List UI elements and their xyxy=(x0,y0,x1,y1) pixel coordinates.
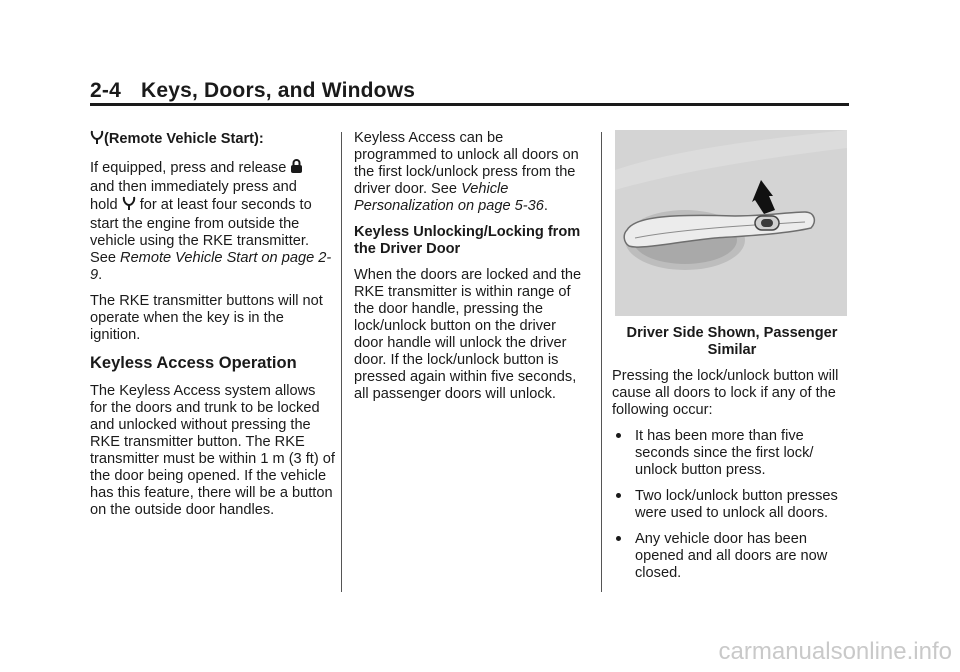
section-heading: Keyless Access Operation xyxy=(90,354,297,372)
page-header xyxy=(90,79,415,103)
programming-paragraph: Keyless Access can be programmed to unlock all doors on the first lock/unlock press from the driver door. See Vehicle Personalization on page 5-36. xyxy=(354,130,579,214)
header-rule xyxy=(90,103,849,106)
keyless-access-paragraph: The Keyless Access system allows for the doors and trunk to be locked and unlocked without pressing the RKE transmitter button. The RKE transmitter must be within 1 m (3 ft) of the door being opened. If the vehicle has this feature, there will be a button on the outside door handles. xyxy=(90,383,335,518)
column-2 xyxy=(354,130,589,412)
remote-start-icon xyxy=(122,196,136,216)
bullet-icon xyxy=(616,433,621,438)
bullet-icon xyxy=(616,493,621,498)
remote-start-reference[interactable]: Remote Vehicle Start on page 2-9 xyxy=(90,250,332,283)
remote-start-icon xyxy=(90,130,104,150)
conditions-list xyxy=(612,428,852,582)
figure-caption: Driver Side Shown, Passenger Similar xyxy=(626,325,838,358)
chapter-title: Keys, Doors, and Windows xyxy=(140,79,416,102)
column-divider-2 xyxy=(601,132,602,592)
door-handle-illustration xyxy=(615,130,847,316)
column-divider-1 xyxy=(341,132,342,592)
list-item: Two lock/unlock button presses were used to unlock all doors. xyxy=(612,488,852,522)
watermark: carmanualsonline.info xyxy=(718,638,952,665)
door-handle-drawing xyxy=(615,130,847,316)
driver-door-paragraph: When the doors are locked and the RKE transmitter is within range of the door handle, pressing the lock/unlock button on the driver door handle will unlock the driver door. If the lock/unlock button is pressed again within five seconds, all passenger doors will unlock. xyxy=(354,267,582,402)
column-3 xyxy=(612,130,852,591)
lock-icon xyxy=(290,159,303,179)
remote-start-paragraph: If equipped, press and release and then immediately press and hold for at least four seconds to start the engine from outside the vehicle using the RKE transmitter. See Remote Vehicle Start on page 2-9. xyxy=(90,160,332,283)
lock-conditions-paragraph: Pressing the lock/unlock button will cause all doors to lock if any of the following occur: xyxy=(612,368,839,418)
subheading: Keyless Unlocking/Locking from the Driver Door xyxy=(354,224,581,257)
remote-start-heading: (Remote Vehicle Start): xyxy=(90,130,335,150)
page-number: 2-4 xyxy=(90,79,121,102)
list-item: It has been more than five seconds since the first lock/ unlock button press. xyxy=(612,428,852,479)
personalization-reference[interactable]: Vehicle Personalization on page 5-36 xyxy=(354,181,544,214)
column-1 xyxy=(90,130,335,528)
bullet-icon xyxy=(616,536,621,541)
rke-ignition-paragraph: The RKE transmitter buttons will not operate when the key is in the ignition. xyxy=(90,293,323,343)
list-item: Any vehicle door has been opened and all doors are now closed. xyxy=(612,531,852,582)
